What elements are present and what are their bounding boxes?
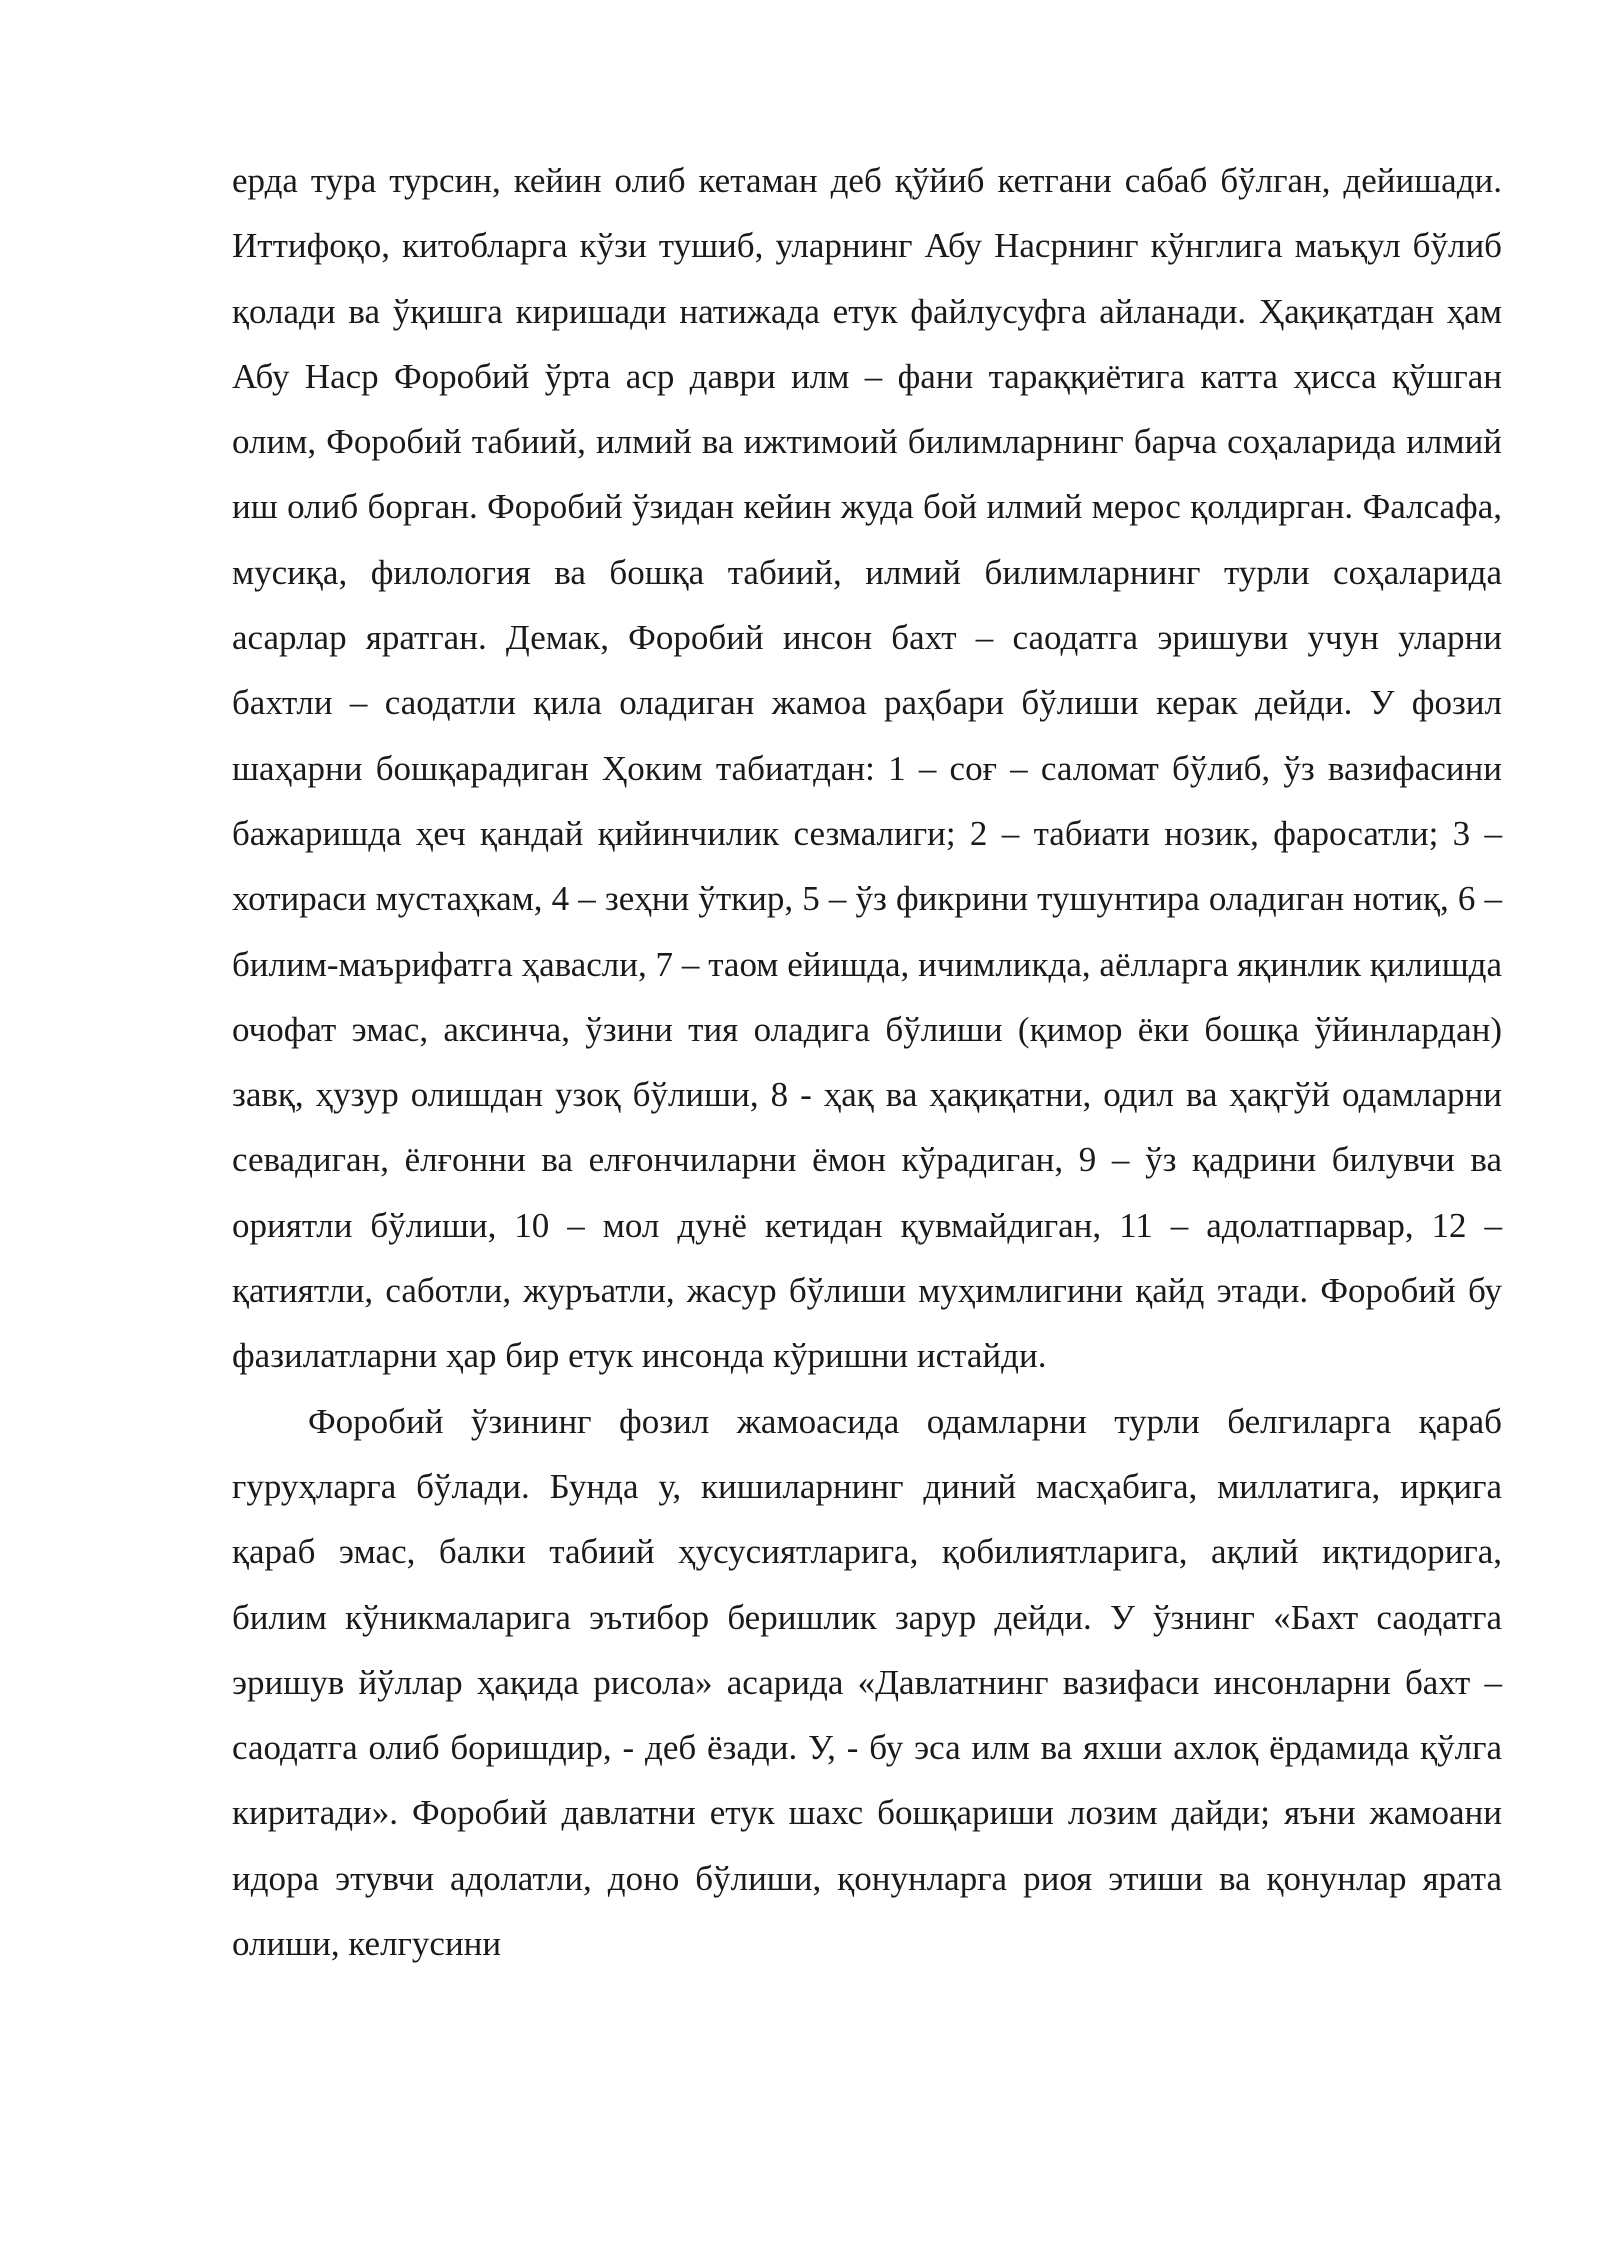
document-body [232, 148, 1502, 1976]
paragraph-2: Форобий ўзининг фозил жамоасида одамларни турли белгиларга қараб гуруҳларга бўлади. Бунда у, кишиларнинг диний масҳабига, миллатига, ирқига қараб эмас, балки табиий ҳусусиятларига, қобилиятларига, ақлий иқтидорига, билим кўникмаларига эътибор беришлик зарур дейди. У ўзнинг «Бахт саодатга эришув йўллар ҳақида рисола» асарида «Давлатнинг вазифаси инсонларни бахт – саодатга олиб боришдир, - деб ёзади. У, - бу эса илм ва яхши ахлоқ ёрдамида қўлга киритади». Форобий давлатни етук шахс бошқариши лозим дайди; яъни жамоани идора этувчи адолатли, доно бўлиши, қонунларга риоя этиши ва қонунлар ярата олиши, келгусини [232, 1401, 1502, 1964]
paragraph-1: ерда тура турсин, кейин олиб кетаман деб қўйиб кетгани сабаб бўлган, дейишади. Иттифоқо, китобларга кўзи тушиб, уларнинг Абу Насрнинг кўнглига маъқул бўлиб қолади ва ўқишга киришади натижада етук файлусуфга айланади. Ҳақиқатдан ҳам Абу Наср Форобий ўрта аср даври илм – фани тараққиётига катта ҳисса қўшган олим, Форобий табиий, илмий ва ижтимоий билимларнинг барча соҳаларида илмий иш олиб борган. Форобий ўзидан кейин жуда бой илмий мерос қолдирган. Фалсафа, мусиқа, филология ва бошқа табиий, илмий билимларнинг турли соҳаларида асарлар яратган. Демак, Форобий инсон бахт – саодатга эришуви учун уларни бахтли – саодатли қила оладиган жамоа раҳбари бўлиши керак дейди. У фозил шаҳарни бошқарадиган Ҳоким табиатдан: 1 – соғ – саломат бўлиб, ўз вазифасини бажаришда ҳеч қандай қийинчилик сезмалиги; 2 – табиати нозик, фаросатли; 3 – хотираси мустаҳкам, 4 – зеҳни ўткир, 5 – ўз фикрини тушунтира оладиган нотиқ, 6 – билим-маърифатга ҳавасли, 7 – таом ейишда, ичимликда, аёлларга яқинлик қилишда очофат эмас, аксинча, ўзини тия оладига бўлиши (қимор ёки бошқа ўйинлардан) завқ, ҳузур олишдан узоқ бўлиши, 8 - ҳақ ва ҳақиқатни, одил ва ҳақгўй одамларни севадиган, ёлғонни ва елғончиларни ёмон кўрадиган, 9 – ўз қадрини билувчи ва ориятли бўлиши, 10 – мол дунё кетидан қувмайдиган, 11 – адолатпарвар, 12 – қатиятли, саботли, журъатли, жасур бўлиши муҳимлигини қайд этади. Форобий бу фазилатларни ҳар бир етук инсонда кўришни истайди. [232, 161, 1502, 1376]
